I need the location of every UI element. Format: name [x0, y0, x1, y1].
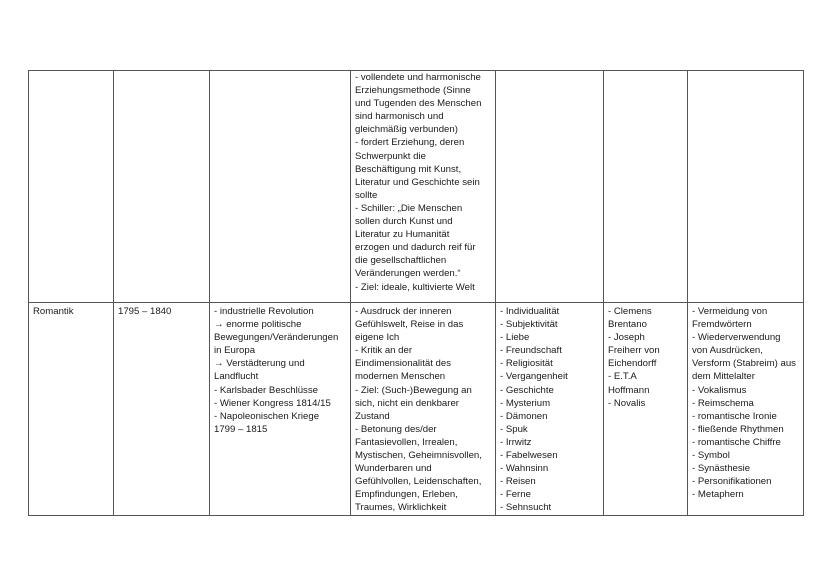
cell-text-line: Landflucht — [214, 371, 259, 383]
cell-text-line: Veränderungen werden.“ — [355, 268, 461, 280]
epoch-cell — [29, 303, 114, 516]
characteristics-cell — [351, 71, 496, 303]
period-cell — [114, 303, 210, 516]
cell-text-line: - Sehnsucht — [500, 502, 552, 514]
cell-text-line: dem Mittelalter — [692, 371, 755, 383]
cell-text-line: - fordert Erziehung, deren — [355, 137, 465, 149]
cell-text-line: modernen Menschen — [355, 371, 446, 383]
cell-text-line: Schwerpunkt die — [355, 150, 426, 162]
motifs-cell — [496, 303, 604, 516]
background-cell — [210, 71, 351, 303]
cell-text-line: Eindimensionalität des — [355, 358, 451, 370]
cell-text-line: 1799 – 1815 — [214, 423, 268, 435]
cell-text-line: Zustand — [355, 410, 390, 422]
cell-text-line: - E.T.A — [608, 371, 637, 383]
style-cell — [688, 71, 804, 303]
background-cell — [210, 303, 351, 516]
cell-text-line: - Wiener Kongress 1814/15 — [214, 397, 331, 409]
cell-text-line: - Ziel: (Such-)Bewegung an — [355, 384, 472, 396]
epoch-cell — [29, 71, 114, 303]
cell-text-line: erzogen und dadurch reif für — [355, 242, 476, 254]
cell-text-line: von Ausdrücken, — [692, 345, 763, 357]
table-row — [29, 71, 804, 303]
cell-text-line: Empfindungen, Erleben, — [355, 489, 458, 501]
cell-text-line: Literatur und Geschichte sein — [355, 176, 480, 188]
cell-text-line: Gefühlswelt, Reise in das — [355, 319, 464, 331]
cell-text-line: - Spuk — [500, 423, 528, 435]
cell-text-line: - Individualität — [500, 306, 560, 317]
cell-text-line: sind harmonisch und — [355, 111, 444, 123]
cell-text-line: Literatur zu Humanität — [355, 229, 450, 241]
cell-text-line: Hoffmann — [608, 384, 650, 396]
period-cell — [114, 71, 210, 303]
cell-text-line: - Mysterium — [500, 397, 551, 409]
cell-text-line: - Symbol — [692, 450, 730, 462]
cell-text-line: sollte — [355, 189, 378, 201]
epoch-label: Romantik — [33, 306, 74, 317]
cell-text-line: sollen durch Kunst und — [355, 216, 453, 228]
cell-text-line: - Joseph — [608, 332, 645, 344]
cell-text-line: - Novalis — [608, 397, 646, 409]
period-label: 1795 – 1840 — [118, 306, 172, 317]
cell-text-line: sich, nicht ein denkbarer — [355, 397, 459, 409]
cell-text-line: - romantische Ironie — [692, 410, 777, 422]
literature-epochs-table — [28, 70, 804, 516]
cell-text-line: - industrielle Revolution — [214, 306, 314, 317]
cell-text-line: Erziehungsmethode (Sinne — [355, 85, 471, 97]
cell-text-line: gleichmäßig verbunden) — [355, 124, 458, 136]
authors-cell — [604, 71, 688, 303]
cell-text-line: - Wahnsinn — [500, 463, 549, 475]
cell-text-line: - Subjektivität — [500, 319, 558, 331]
cell-text-line: - Kritik an der — [355, 345, 413, 357]
cell-text-line: - Religiosität — [500, 358, 553, 370]
cell-text-line: Fantasievollen, Irrealen, — [355, 436, 458, 448]
cell-text-line: - Ferne — [500, 489, 531, 501]
authors-cell — [604, 303, 688, 516]
characteristics-cell — [351, 303, 496, 516]
cell-text-line: - Reimschema — [692, 397, 754, 409]
cell-text-line: Mystischen, Geheimnisvollen, — [355, 450, 482, 462]
cell-text-line: - fließende Rhythmen — [692, 423, 784, 435]
cell-text-line: - Karlsbader Beschlüsse — [214, 384, 318, 396]
cell-text-line: - Vokalismus — [692, 384, 747, 396]
cell-text-line: Bewegungen/Veränderungen — [214, 332, 339, 344]
cell-text-line: - Schiller: „Die Menschen — [355, 202, 463, 214]
style-cell — [688, 303, 804, 516]
cell-text-line: - Fabelwesen — [500, 450, 558, 462]
cell-text-line: - Clemens — [608, 306, 652, 317]
cell-text-line: die gesellschaftlichen — [355, 255, 447, 267]
cell-text-line: - Freundschaft — [500, 345, 562, 357]
cell-text-line: - Wiederverwendung — [692, 332, 781, 344]
cell-text-line: Eichendorff — [608, 358, 657, 370]
cell-text-line: Brentano — [608, 319, 647, 331]
cell-text-line: - Vermeidung von — [692, 306, 768, 317]
cell-text-line: - Metaphern — [692, 489, 744, 501]
cell-text-line: eigene Ich — [355, 332, 400, 344]
cell-text-line: - Ziel: ideale, kultivierte Welt — [355, 281, 475, 293]
cell-text-line: Freiherr von — [608, 345, 660, 357]
motifs-cell — [496, 71, 604, 303]
cell-text-line: - Reisen — [500, 476, 536, 488]
cell-text-line: → Verstädterung und — [214, 358, 305, 370]
cell-text-line: - Ausdruck der inneren — [355, 306, 452, 317]
cell-text-line: Versform (Stabreim) aus — [692, 358, 796, 370]
cell-text-line: in Europa — [214, 345, 256, 357]
cell-text-line: - Synästhesie — [692, 463, 751, 475]
cell-text-line: - Irrwitz — [500, 436, 532, 448]
table-row — [29, 303, 804, 516]
cell-text-line: - vollendete und harmonische — [355, 72, 481, 83]
cell-text-line: - Betonung des/der — [355, 423, 437, 435]
cell-text-line: - Vergangenheit — [500, 371, 568, 383]
cell-text-line: Fremdwörtern — [692, 319, 752, 331]
cell-text-line: → enorme politische — [214, 319, 302, 331]
cell-text-line: und Tugenden des Menschen — [355, 98, 482, 110]
cell-text-line: - Liebe — [500, 332, 530, 344]
cell-text-line: Beschäftigung mit Kunst, — [355, 163, 462, 175]
cell-text-line: - romantische Chiffre — [692, 436, 781, 448]
cell-text-line: Wunderbaren und — [355, 463, 432, 475]
cell-text-line: Gefühlvollen, Leidenschaften, — [355, 476, 482, 488]
cell-text-line: Traumes, Wirklichkeit — [355, 502, 447, 514]
cell-text-line: - Geschichte — [500, 384, 554, 396]
cell-text-line: - Dämonen — [500, 410, 548, 422]
cell-text-line: - Personifikationen — [692, 476, 772, 488]
cell-text-line: - Napoleonischen Kriege — [214, 410, 320, 422]
